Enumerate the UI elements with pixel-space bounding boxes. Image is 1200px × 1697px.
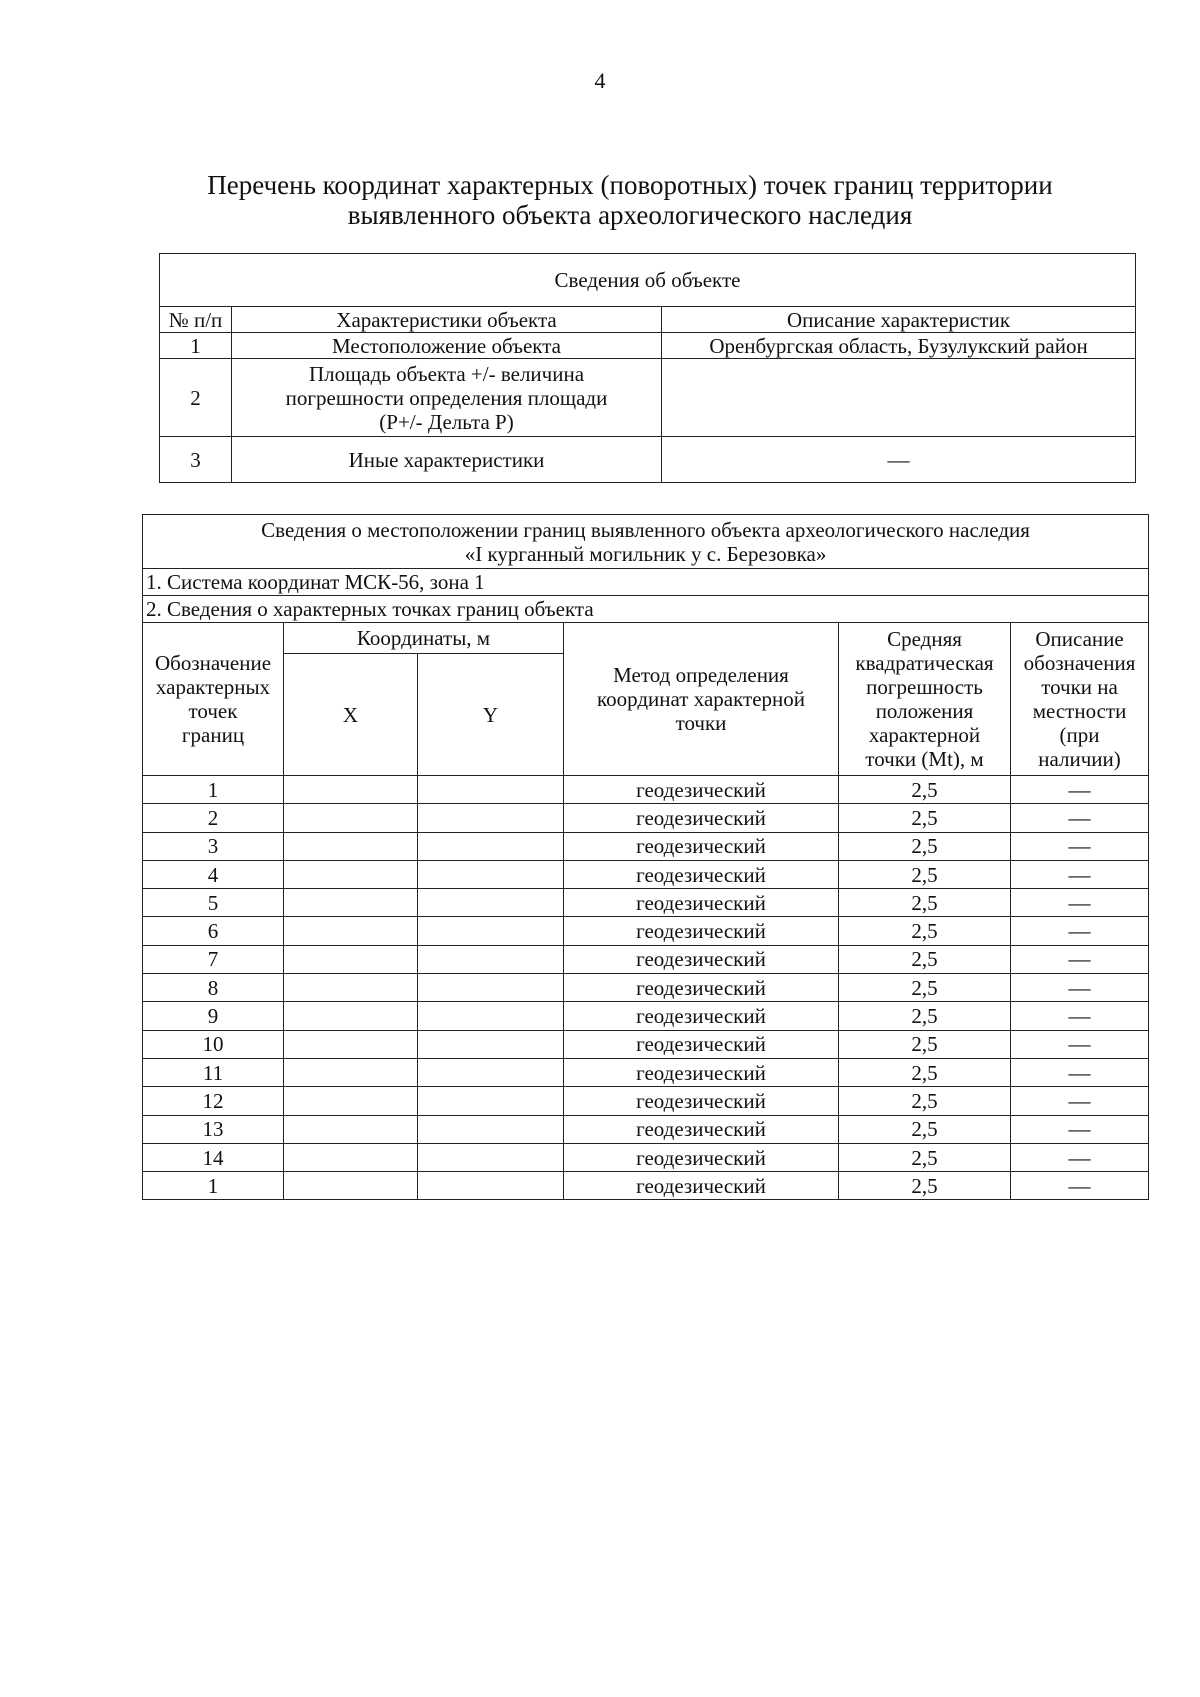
- row-y: [418, 1087, 564, 1115]
- col-header-error: [839, 623, 1011, 776]
- row-desc: —: [1011, 917, 1149, 945]
- row-mt: 2,5: [839, 860, 1011, 888]
- boundary-rows: [143, 776, 1149, 1200]
- row-point: 3: [143, 832, 284, 860]
- header-line: наличии): [1038, 747, 1121, 771]
- table-row: [143, 860, 1149, 888]
- row-characteristic: [232, 359, 662, 437]
- row-y: [418, 1115, 564, 1143]
- row-x: [284, 1058, 418, 1086]
- header-line: границ: [181, 723, 245, 747]
- header-line: точки (Mt), м: [865, 747, 984, 771]
- row-x: [284, 1115, 418, 1143]
- row-mt: 2,5: [839, 832, 1011, 860]
- row-point: 1: [143, 1172, 284, 1200]
- row-x: [284, 1087, 418, 1115]
- row-point: 4: [143, 860, 284, 888]
- table-row: [143, 804, 1149, 832]
- table-row: [143, 1058, 1149, 1086]
- table-row: [143, 1087, 1149, 1115]
- row-desc: —: [1011, 889, 1149, 917]
- row-mt: 2,5: [839, 945, 1011, 973]
- row-description: [662, 359, 1136, 437]
- row-method: геодезический: [564, 1087, 839, 1115]
- row-description: —: [662, 437, 1136, 483]
- col-header-coords: Координаты, м: [284, 623, 564, 654]
- header-line: характерной: [868, 723, 981, 747]
- row-mt: 2,5: [839, 917, 1011, 945]
- col-header-method: [564, 623, 839, 776]
- row-desc: —: [1011, 1087, 1149, 1115]
- row-mt: 2,5: [839, 1143, 1011, 1171]
- row-method: геодезический: [564, 776, 839, 804]
- points-section-row: 2. Сведения о характерных точках границ объекта: [143, 596, 1149, 623]
- row-x: [284, 1172, 418, 1200]
- row-method: геодезический: [564, 1058, 839, 1086]
- row-method: геодезический: [564, 860, 839, 888]
- boundary-header-line-2: «I курганный могильник у с. Березовка»: [464, 541, 827, 566]
- row-point: 9: [143, 1002, 284, 1030]
- row-method: геодезический: [564, 945, 839, 973]
- col-header-description: Описание характеристик: [662, 307, 1136, 333]
- row-desc: —: [1011, 1030, 1149, 1058]
- header-line: характерных: [155, 675, 271, 699]
- row-method: геодезический: [564, 974, 839, 1002]
- header-line: погрешность: [866, 675, 983, 699]
- row-mt: 2,5: [839, 1030, 1011, 1058]
- row-point: 11: [143, 1058, 284, 1086]
- row-x: [284, 804, 418, 832]
- header-line: Обозначение: [154, 651, 272, 675]
- row-point: 5: [143, 889, 284, 917]
- row-point: 13: [143, 1115, 284, 1143]
- col-header-y: Y: [418, 654, 564, 776]
- characteristic-line: погрешности определения площади: [285, 385, 608, 410]
- boundary-header-line-1: Сведения о местоположении границ выявленного объекта археологического наследия: [261, 517, 1030, 542]
- table-row: [143, 974, 1149, 1002]
- row-point: 8: [143, 974, 284, 1002]
- row-characteristic: Местоположение объекта: [232, 333, 662, 359]
- row-method: геодезический: [564, 804, 839, 832]
- col-header-desc: [1011, 623, 1149, 776]
- table-row: [160, 333, 1136, 359]
- row-description: Оренбургская область, Бузулукский район: [662, 333, 1136, 359]
- header-line: квадратическая: [855, 651, 994, 675]
- header-line: (при: [1059, 723, 1100, 747]
- row-desc: —: [1011, 1143, 1149, 1171]
- characteristic-line: Площадь объекта +/- величина: [308, 361, 585, 386]
- table-row: [160, 437, 1136, 483]
- row-x: [284, 832, 418, 860]
- row-x: [284, 1030, 418, 1058]
- row-mt: 2,5: [839, 889, 1011, 917]
- row-desc: —: [1011, 974, 1149, 1002]
- row-desc: —: [1011, 860, 1149, 888]
- object-info-table: [159, 253, 1136, 483]
- row-x: [284, 889, 418, 917]
- characteristic-line: (Р+/- Дельта Р): [379, 409, 514, 434]
- row-point: 6: [143, 917, 284, 945]
- row-y: [418, 1143, 564, 1171]
- object-table-header: Сведения об объекте: [160, 254, 1136, 307]
- table-row: [143, 889, 1149, 917]
- row-x: [284, 776, 418, 804]
- row-point: 10: [143, 1030, 284, 1058]
- row-y: [418, 804, 564, 832]
- row-mt: 2,5: [839, 1115, 1011, 1143]
- row-desc: —: [1011, 804, 1149, 832]
- row-point: 7: [143, 945, 284, 973]
- row-desc: —: [1011, 776, 1149, 804]
- row-y: [418, 1058, 564, 1086]
- row-y: [418, 1172, 564, 1200]
- header-line: Описание: [1035, 627, 1124, 651]
- header-line: точки на: [1041, 675, 1118, 699]
- page-number: 4: [594, 68, 606, 93]
- row-num: 2: [160, 359, 232, 437]
- row-desc: —: [1011, 1058, 1149, 1086]
- row-characteristic: Иные характеристики: [232, 437, 662, 483]
- header-line: обозначения: [1023, 651, 1136, 675]
- boundary-table-header: [143, 515, 1149, 569]
- row-y: [418, 776, 564, 804]
- row-desc: —: [1011, 1002, 1149, 1030]
- row-mt: 2,5: [839, 1087, 1011, 1115]
- coordinate-system-row: 1. Система координат МСК-56, зона 1: [143, 569, 1149, 596]
- table-row: [143, 1002, 1149, 1030]
- row-y: [418, 945, 564, 973]
- header-line: Метод определения: [613, 663, 789, 687]
- table-row: [160, 359, 1136, 437]
- boundary-points-table: [142, 514, 1149, 1200]
- row-method: геодезический: [564, 1115, 839, 1143]
- row-y: [418, 917, 564, 945]
- row-mt: 2,5: [839, 1002, 1011, 1030]
- table-row: [143, 917, 1149, 945]
- header-line: координат характерной: [597, 687, 805, 711]
- row-y: [418, 1002, 564, 1030]
- header-line: положения: [875, 699, 974, 723]
- row-desc: —: [1011, 1172, 1149, 1200]
- row-desc: —: [1011, 945, 1149, 973]
- row-method: геодезический: [564, 1002, 839, 1030]
- col-header-x: X: [284, 654, 418, 776]
- row-method: геодезический: [564, 1172, 839, 1200]
- row-y: [418, 889, 564, 917]
- row-point: 1: [143, 776, 284, 804]
- table-row: [143, 1115, 1149, 1143]
- row-y: [418, 832, 564, 860]
- row-mt: 2,5: [839, 1058, 1011, 1086]
- col-header-point: [143, 623, 284, 776]
- row-method: геодезический: [564, 1030, 839, 1058]
- row-x: [284, 917, 418, 945]
- row-desc: —: [1011, 832, 1149, 860]
- table-row: [143, 1143, 1149, 1171]
- table-row: [143, 1030, 1149, 1058]
- table-row: [143, 945, 1149, 973]
- row-mt: 2,5: [839, 974, 1011, 1002]
- title-line-1: Перечень координат характерных (поворотных) точек границ территории: [207, 170, 1053, 200]
- row-point: 12: [143, 1087, 284, 1115]
- col-header-characteristic: Характеристики объекта: [232, 307, 662, 333]
- row-y: [418, 974, 564, 1002]
- row-y: [418, 860, 564, 888]
- row-x: [284, 860, 418, 888]
- row-point: 14: [143, 1143, 284, 1171]
- table-row: [143, 1172, 1149, 1200]
- col-header-num: № п/п: [160, 307, 232, 333]
- header-line: точки: [675, 711, 727, 735]
- row-mt: 2,5: [839, 776, 1011, 804]
- header-line: местности: [1032, 699, 1127, 723]
- row-method: геодезический: [564, 889, 839, 917]
- row-mt: 2,5: [839, 1172, 1011, 1200]
- row-method: геодезический: [564, 1143, 839, 1171]
- header-line: точек: [188, 699, 238, 723]
- row-x: [284, 1002, 418, 1030]
- row-desc: —: [1011, 1115, 1149, 1143]
- row-x: [284, 1143, 418, 1171]
- row-y: [418, 1030, 564, 1058]
- row-x: [284, 945, 418, 973]
- row-method: геодезический: [564, 832, 839, 860]
- row-mt: 2,5: [839, 804, 1011, 832]
- row-method: геодезический: [564, 917, 839, 945]
- row-num: 1: [160, 333, 232, 359]
- row-num: 3: [160, 437, 232, 483]
- title-line-2: выявленного объекта археологического наследия: [347, 200, 913, 230]
- table-row: [143, 776, 1149, 804]
- row-point: 2: [143, 804, 284, 832]
- header-line: Средняя: [887, 627, 962, 651]
- row-x: [284, 974, 418, 1002]
- table-row: [143, 832, 1149, 860]
- document-title: [150, 170, 1110, 230]
